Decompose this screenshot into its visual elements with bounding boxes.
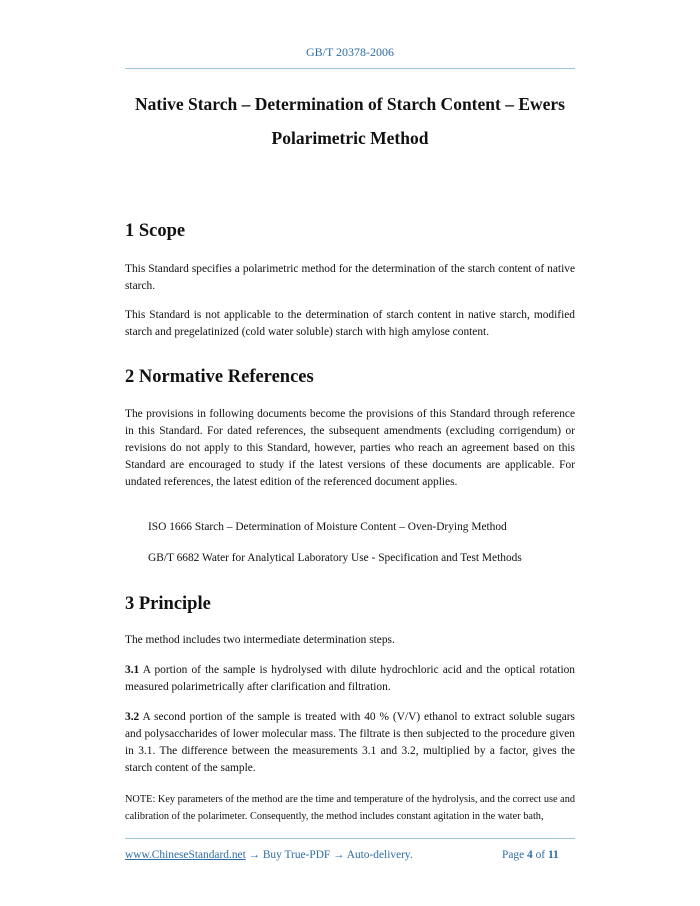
- principle-intro: The method includes two intermediate determination steps.: [125, 634, 395, 646]
- footer-promo: [125, 849, 413, 861]
- reference-gbt-6682: GB/T 6682 Water for Analytical Laboratory Use - Specification and Test Methods: [148, 552, 522, 564]
- of-label: of: [535, 849, 546, 861]
- clause-number: 3.1: [125, 664, 140, 676]
- footer-divider: [125, 838, 575, 839]
- section-heading-scope: 1 Scope: [125, 221, 186, 241]
- section-heading-normative: 2 Normative References: [125, 367, 314, 387]
- section-heading-principle: 3 Principle: [125, 594, 211, 614]
- title-line-1: Native Starch – Determination of Starch Content – Ewers: [135, 94, 565, 114]
- normative-paragraph: The provisions in following documents become the provisions of this Standard through reference in this Standard. For dated references, the subsequent amendments (excluding corrigendum) or revisions do not apply to this Standard, however, parties who reach an agreement based on this Standard are encouraged to study if the latest versions of these documents are applicable. For undated references, the latest edition of the referenced document applies.: [125, 408, 575, 488]
- page-number: 4: [527, 849, 533, 861]
- principle-3-2: [125, 709, 575, 777]
- scope-paragraph-1: This Standard specifies a polarimetric method for the determination of the starch content of native starch.: [125, 263, 575, 292]
- clause-number: 3.2: [125, 711, 140, 723]
- reference-iso-1666: ISO 1666 Starch – Determination of Moisture Content – Oven-Drying Method: [148, 521, 507, 533]
- principle-3-1: [125, 662, 575, 696]
- page-label: Page: [502, 849, 525, 861]
- header-doc-number: GB/T 20378-2006: [305, 45, 395, 59]
- clause-text: A portion of the sample is hydrolysed with dilute hydrochloric acid and the optical rotation measured polarimetrically after clarification and filtration.: [125, 664, 575, 693]
- note-paragraph: NOTE: Key parameters of the method are the time and temperature of the hydrolysis, and the correct use and calibration of the polarimeter. Consequently, the method includes constant agitation in the water bath,: [125, 794, 575, 822]
- clause-text: A second portion of the sample is treated with 40 % (V/V) ethanol to extract soluble sugars and polysaccharides of lower molecular mass. The filtrate is then subjected to the procedure given in 3.1. The difference between the measurements 3.1 and 3.2, multiplied by a factor, gives the starch content of the sample.: [125, 711, 575, 774]
- footer-promo-text: → Buy True-PDF → Auto-delivery.: [245, 849, 413, 861]
- chinesestandard-link[interactable]: www.ChineseStandard.net: [125, 849, 246, 861]
- page-total: 11: [547, 849, 559, 861]
- header-divider: [125, 68, 575, 69]
- page-indicator: [502, 849, 559, 861]
- title-line-2: Polarimetric Method: [271, 128, 429, 148]
- scope-paragraph-2: This Standard is not applicable to the determination of starch content in native starch, modified starch and pregelatinized (cold water soluble) starch with high amylose content.: [125, 309, 575, 338]
